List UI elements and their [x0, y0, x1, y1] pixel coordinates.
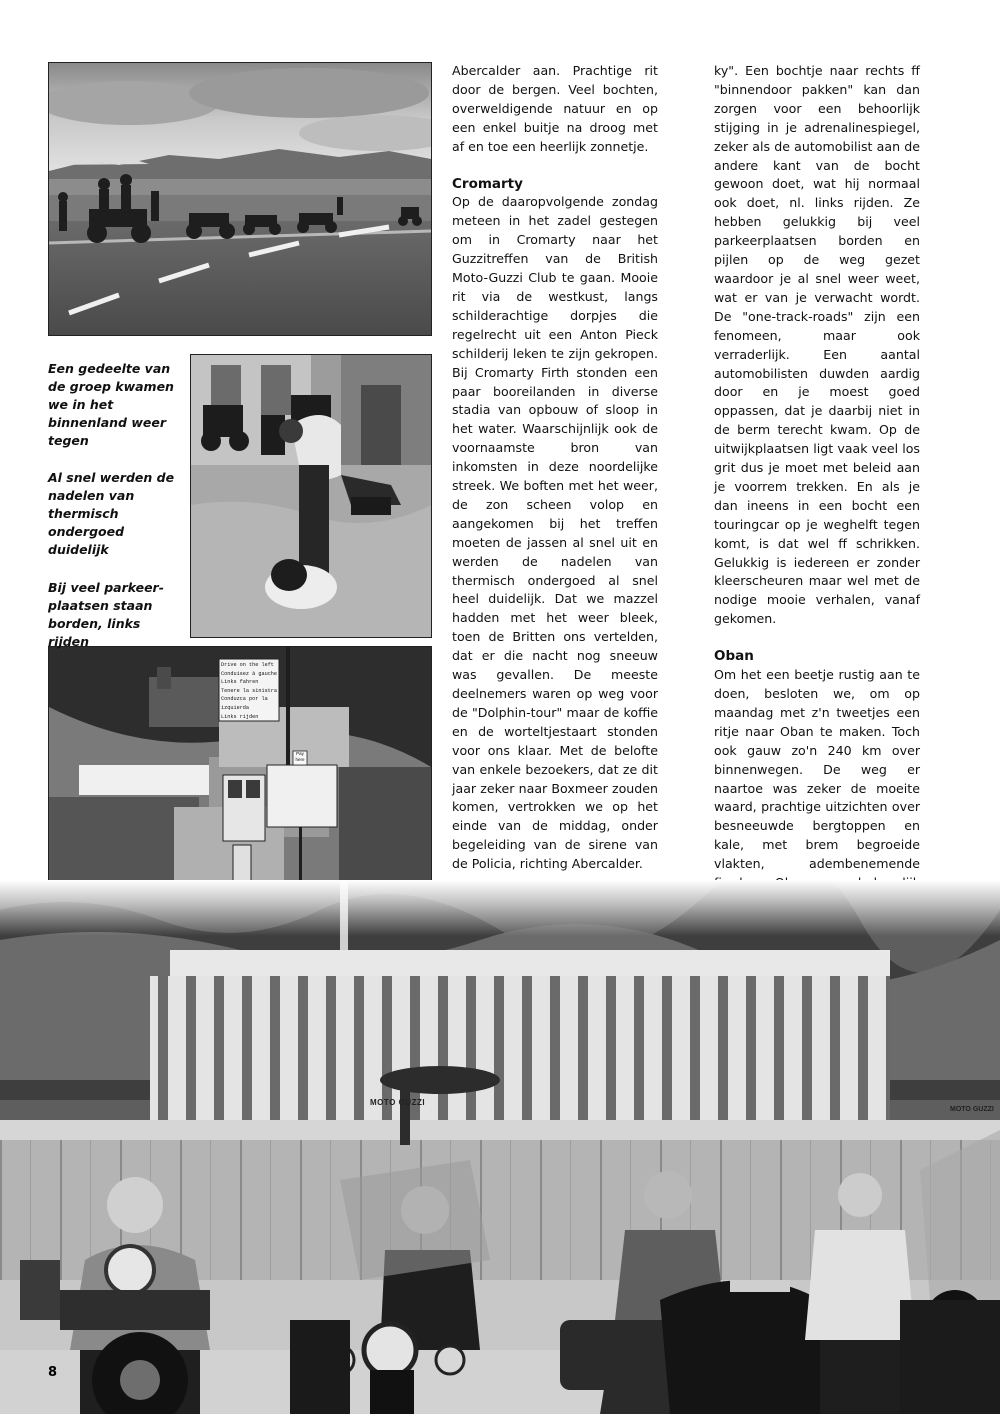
- paragraph-tricky: ky". Een bochtje naar rechts ff "binnendoor pakken" kan dan zorgen voor een behoorlijk stijging in je adrenalinespiegel, zeker als de automobilist aan de andere kant van de bocht gewoon doet, wat hij normaal ook doet, nl. links rijden. Ze hebben gelukkig bij veel parkeerplaatsen borden en pijlen op de weg gezet waardoor je al snel weer weet, wat er van je verwacht wordt. De "one-track-roads" zijn een fenomeen, maar ook verraderlijk. Een aantal automobilisten duwden aardig door en je moest goed oppassen, dat je daarbij niet in de berm terecht kwam. Op de uitwijkplaatsen ligt vaak veel los grit dus je moet met beleid aan je voorrem trekken. En als je dan ineens in een bocht een touringcar op je weghelft tegen komt, is dat wel ff schrikken. Gelukkig is iedereen er zonder kleerscheuren maar wel met de nodige mooie verhalen, vanaf gekomen.: [714, 63, 920, 627]
- sign-line: Drive on the left: [221, 662, 274, 668]
- paragraph-cromarty: Op de daaropvolgende zondag meteen in het zadel gestegen om in Cromarty naar het Guzzitreffen van de British Moto-Guzzi Club te gaan. Mooie rit via de westkust, langs schilderachtige dorpjes die regelrecht uit een Anton Pieck schilderij leken te zijn gekropen. Bij Cromarty Firth stonden een paar booreilanden in diverse stadia van opbouw of sloop in het water. Waarschijnlijk ook de voornaamste bron van inkomsten in deze noordelijke streek. We boften met het weer, de zon scheen volop en aangekomen bij het treffen moeten de jassen al snel uit en werden de nadelen van thermisch ondergoed al snel heel duidelijk. Dat we mazzel hadden met het weer bleek, toen de Britten ons vertelden, dat er die nacht nog sneeuw was gevallen. De meeste deelnemers waren op weg voor de "Dolphin-tour" maar de koffie en de worteltjestaart stonden voor ons klaar. Met de belofte van enkele bezoekers, dat ze dit jaar zeker naar Boxmeer zouden komen, vertrokken we op het einde van de middag, onder begeleiding van de sirene van de Policia, richting Abercalder.: [452, 194, 658, 872]
- tank-label-2: MOTO GUZZI: [950, 1106, 994, 1113]
- sign-line: Links rijden: [221, 713, 259, 720]
- photo-group-motorcycles: [0, 880, 1000, 1414]
- heading-cromarty: Cromarty: [452, 175, 523, 192]
- sign-line: Tenere la sinistra: [221, 687, 278, 694]
- caption-thermal: Al snel werden de nadelen van thermisch ondergoed duidelijk: [48, 470, 175, 557]
- pay-sign-text: [293, 751, 307, 763]
- heading-oban: Oban: [714, 648, 754, 665]
- road-sign-text: [221, 661, 279, 721]
- paragraph-oban: Om het een beetje rustig aan te doen, besloten we, om op maandag met z'n tweetjes een ritje naar Oban te maken. Toch ook gauw zo'n 240 km over binnenwegen. De weg er naartoe was zeker de moeite waard, prachtige uitzichten over besneeuwde bergtoppen en kale, met brem begroeide vlakten, adembenemende: [714, 667, 920, 872]
- paragraph-intro: Abercalder aan. Prachtige rit door de bergen. Veel bochten, overweldigende natuur en op een enkel buitje na droog met af en toe een heerlijk zonnetje.: [452, 63, 658, 154]
- sign-line: Conduzca por la izquierda: [221, 696, 268, 711]
- pay-line: Pay: [296, 751, 304, 756]
- caption-group: Een gedeelte van de groep kwamen we in het binnenland weer tegen: [48, 361, 174, 448]
- tank-label: MOTO GUZZI: [370, 1098, 426, 1107]
- photo-parking-sign: [48, 646, 432, 904]
- photo-motorcycles-roadside: [48, 62, 432, 336]
- sign-line: Links fahren: [221, 679, 259, 686]
- pay-line: here: [295, 757, 305, 762]
- caption-parking: Bij veel parkeer-plaatsen staan borden, links rijden: [48, 580, 164, 649]
- photo-thermal-underwear: [190, 354, 432, 638]
- page-number: 8: [48, 1365, 58, 1380]
- sign-line: Conduisez à gauche: [221, 670, 278, 677]
